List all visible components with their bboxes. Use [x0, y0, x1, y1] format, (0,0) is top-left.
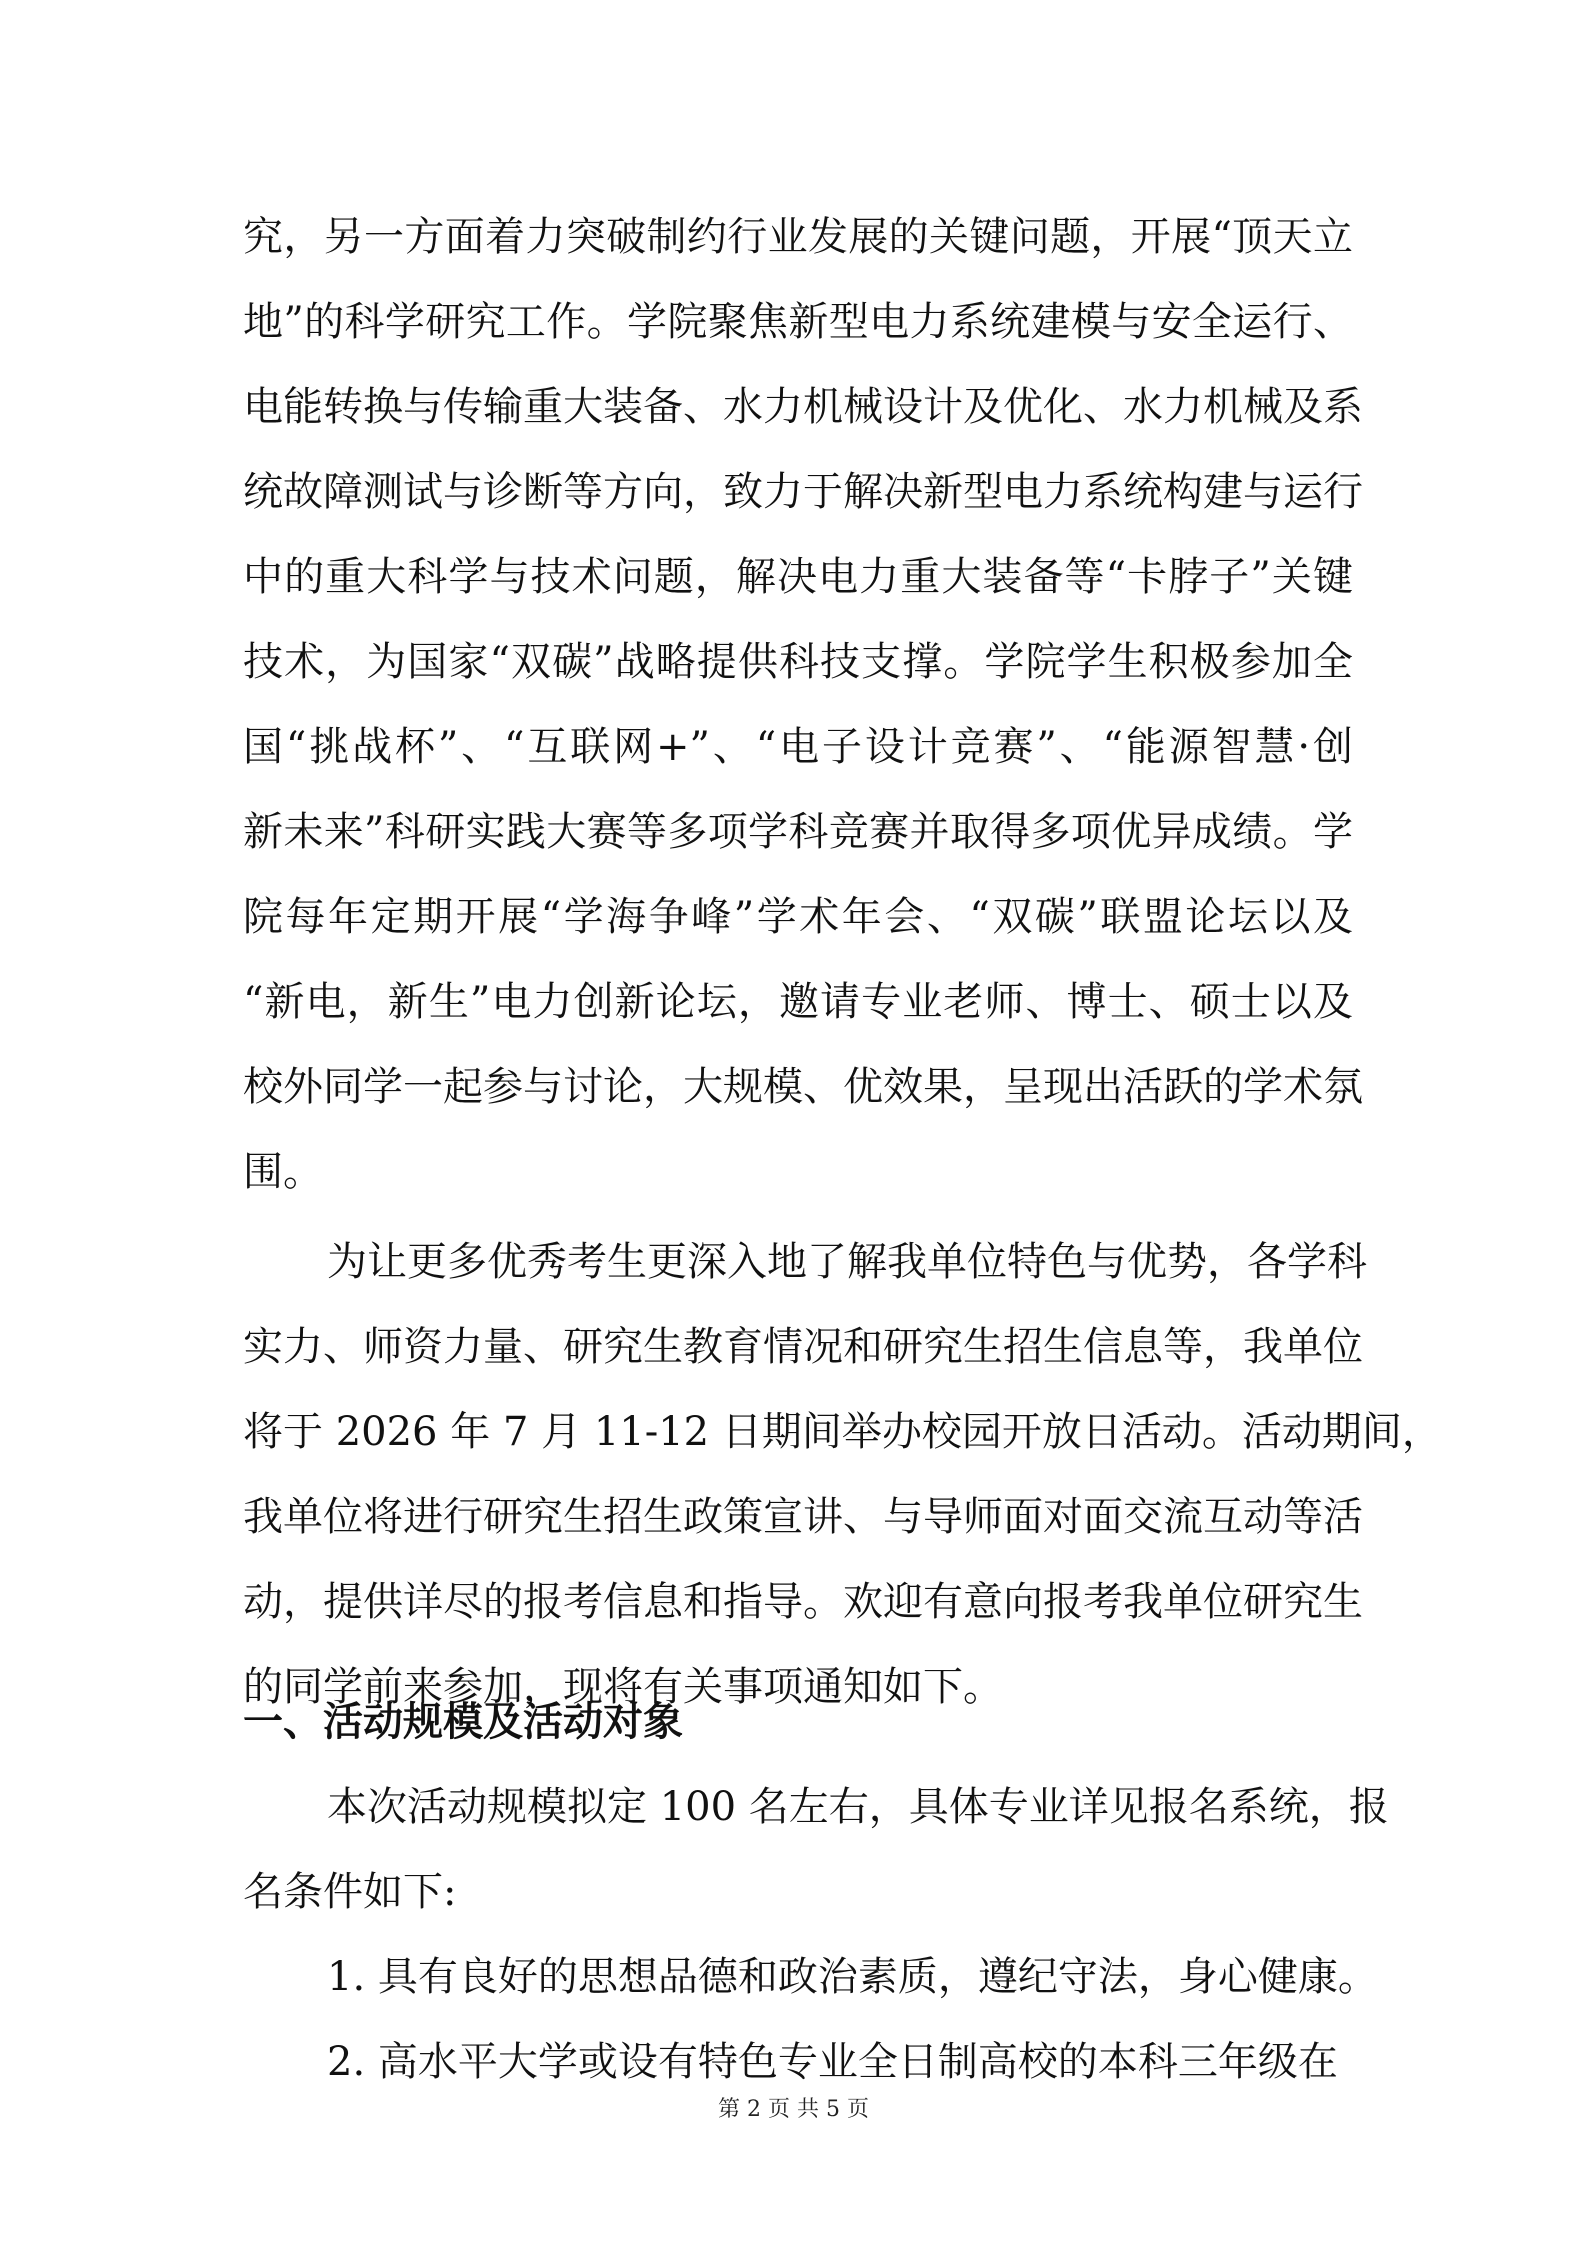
section-1: [243, 1680, 1389, 2105]
list-item: 1. 具有良好的思想品德和政治素质，遵纪守法，身心健康。: [327, 1954, 1378, 2000]
paragraph-line: 实力、师资力量、研究生教育情况和研究生招生信息等，我单位: [243, 1324, 1363, 1370]
paragraph-2: [243, 1220, 1442, 1730]
paragraph-line: 中的重大科学与技术问题，解决电力重大装备等“卡脖子”关键: [243, 554, 1353, 600]
page-number: 第 2 页 共 5 页: [718, 2097, 869, 2122]
page-footer: [0, 2095, 1587, 2125]
paragraph-line: 电能转换与传输重大装备、水力机械设计及优化、水力机械及系: [243, 384, 1363, 430]
paragraph-line: “新电，新生”电力创新论坛，邀请专业老师、博士、硕士以及: [243, 979, 1353, 1025]
section-heading: 一、活动规模及活动对象: [243, 1699, 683, 1745]
paragraph-line: 地”的科学研究工作。学院聚焦新型电力系统建模与安全运行、: [243, 299, 1353, 345]
paragraph-line: 名条件如下:: [243, 1869, 457, 1915]
paragraph-line: 为让更多优秀考生更深入地了解我单位特色与优势，各学科: [327, 1239, 1367, 1285]
paragraph-line: 的同学前来参加，现将有关事项通知如下。: [243, 1664, 1003, 1710]
paragraph-line: 国“挑战杯”、“互联网+”、“电子设计竞赛”、“能源智慧·创: [243, 724, 1353, 770]
paragraph-line: 校外同学一起参与讨论，大规模、优效果，呈现出活跃的学术氛: [243, 1064, 1363, 1110]
paragraph-1: [243, 195, 1363, 1215]
paragraph-line: 本次活动规模拟定 100 名左右，具体专业详见报名系统，报: [327, 1784, 1389, 1830]
list-item: 2. 高水平大学或设有特色专业全日制高校的本科三年级在: [327, 2039, 1338, 2085]
paragraph-line: 动，提供详尽的报考信息和指导。欢迎有意向报考我单位研究生: [243, 1579, 1363, 1625]
paragraph-line: 院每年定期开展“学海争峰”学术年会、“双碳”联盟论坛以及: [243, 894, 1353, 940]
paragraph-line: 围。: [243, 1149, 323, 1195]
paragraph-line: 统故障测试与诊断等方向，致力于解决新型电力系统构建与运行: [243, 469, 1363, 515]
paragraph-line: 将于 2026 年 7 月 11-12 日期间举办校园开放日活动。活动期间，: [243, 1409, 1442, 1455]
paragraph-line: 究，另一方面着力突破制约行业发展的关键问题，开展“顶天立: [243, 214, 1353, 260]
paragraph-line: 我单位将进行研究生招生政策宣讲、与导师面对面交流互动等活: [243, 1494, 1363, 1540]
paragraph-line: 技术，为国家“双碳”战略提供科技支撑。学院学生积极参加全: [243, 639, 1353, 685]
paragraph-line: 新未来”科研实践大赛等多项学科竞赛并取得多项优异成绩。学: [243, 809, 1353, 855]
